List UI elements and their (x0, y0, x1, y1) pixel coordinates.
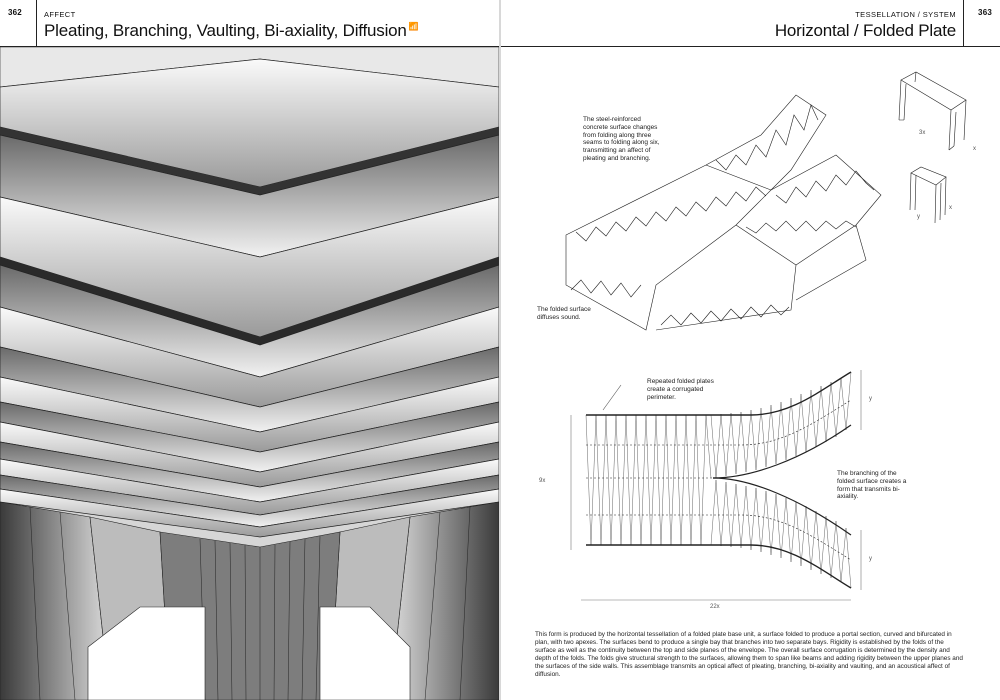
dimension-x-small: x (949, 205, 952, 211)
left-page-number: 362 (8, 8, 22, 17)
left-section-label: AFFECT (44, 10, 76, 19)
wifi-icon: 📶 (408, 22, 419, 32)
annotation-repeated-plates: Repeated folded plates create a corrugated perimeter. (647, 378, 714, 401)
annotation-steel-reinforced: The steel-reinforced concrete surface changes from folding along three seams to folding along six, transmitting an affect of pleating and branching. (583, 116, 660, 162)
left-header (0, 0, 499, 47)
left-header-divider (36, 0, 37, 46)
right-header (501, 0, 1000, 47)
dimension-22x: 22x (710, 604, 720, 610)
dimension-x-top: x (973, 146, 976, 152)
right-page-title: Horizontal / Folded Plate (774, 21, 956, 40)
annotation-diffuses-sound: The folded surface diffuses sound. (537, 306, 591, 321)
vault-rendering-svg (0, 47, 499, 700)
right-header-divider (963, 0, 964, 46)
right-page-number: 363 (978, 8, 992, 17)
dimension-y-plan-bottom: y (869, 556, 872, 562)
left-title-text: Pleating, Branching, Vaulting, Bi-axiality, Diffusion (44, 21, 407, 40)
dimension-y: y (917, 214, 920, 220)
left-page (0, 0, 499, 700)
folded-plate-vault-rendering (0, 47, 499, 700)
dimension-y-plan-top: y (869, 396, 872, 402)
dimension-9x: 9x (539, 478, 546, 484)
annotation-branching: The branching of the folded surface creates a form that transmits bi-axiality. (837, 470, 907, 501)
portal-unit-3x-diagram (891, 70, 981, 160)
portal-unit-small-diagram (906, 165, 966, 230)
dimension-3x: 3x (919, 130, 926, 136)
body-paragraph: This form is produced by the horizontal tessellation of a folded plate base unit, a surface folded to produce a portal section, curved and bifurcated in plan, with two apexes. The surfaces bend to produce a single bay that branches into two separate bays. Rigidity is established by the folds of the surface as well as the continuity between the top and side planes of the envelope. The overall surface corrugation is determined by the density and depth of the folds. The folds give structural strength to the surfaces, allowing them to span like beams and adding rigidity between the upper planes and the surfaces of the side walls. This assemblage transmits an optical affect of pleating, branching, bi-axiality and vaulting, and an acoustical affect of diffusion. (535, 631, 963, 678)
right-section-label: TESSELLATION / SYSTEM (855, 10, 956, 19)
left-page-title (44, 21, 418, 41)
right-page (501, 0, 1000, 700)
